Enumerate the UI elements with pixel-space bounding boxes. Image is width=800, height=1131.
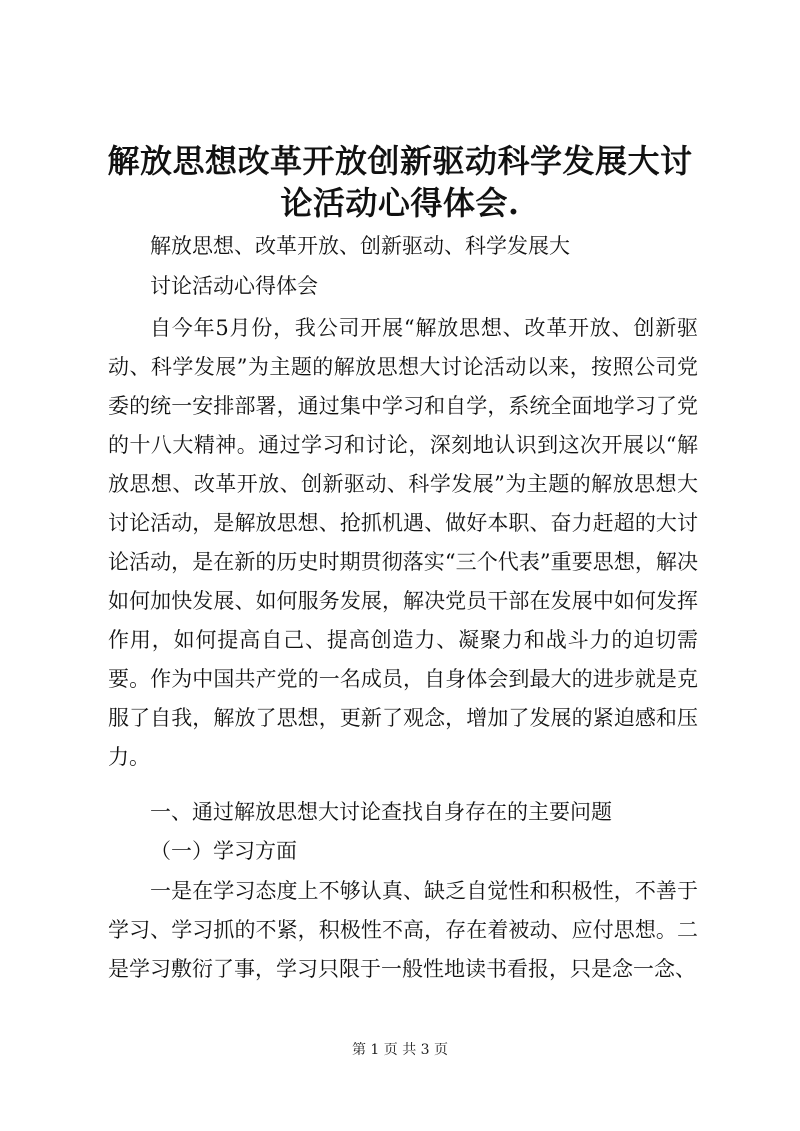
subtitle-line-1: 解放思想、改革开放、创新驱动、科学发展大 xyxy=(150,234,570,258)
document-title: 解放思想改革开放创新驱动科学发展大讨论活动心得体会. xyxy=(107,142,693,222)
page-footer: 第 1 页 共 3 页 xyxy=(351,1042,449,1058)
subtitle-line-2: 讨论活动心得体会 xyxy=(150,274,318,298)
body-paragraph-1: 自今年5月份，我公司开展“解放思想、改革开放、创新驱动、科学发展”为主题的解放思想大讨论活动以来，按照公司党委的统一安排部署，通过集中学习和自学，系统全面地学习了党的十八大精神。通过学习和讨论，深刻地认识到这次开展以“解放思想、改革开放、创新驱动、科学发展”为主题的解放思想大讨论活动，是解放思想、抢抓机遇、做好本职、奋力赶超的大讨论活动，是在新的历史时期贯彻落实“三个代表”重要思想，解决如何加快发展、如何服务发展，解决党员干部在发展中如何发挥作用，如何提高自己、提高创造力、凝聚力和战斗力的迫切需要。作为中国共产党的一名成员，自身体会到最大的进步就是克服了自我，解放了思想，更新了观念，增加了发展的紧迫感和压力。 xyxy=(108,316,698,769)
body-paragraph-2: 一是在学习态度上不够认真、缺乏自觉性和积极性，不善于学习、学习抓的不紧，积极性不高，存在着被动、应付思想。二是学习敷衍了事，学习只限于一般性地读书看报，只是念一念、 xyxy=(108,879,698,981)
section-heading-1: 一、通过解放思想大讨论查找自身存在的主要问题 xyxy=(150,800,612,824)
subsection-heading-1: （一）学习方面 xyxy=(150,839,297,863)
